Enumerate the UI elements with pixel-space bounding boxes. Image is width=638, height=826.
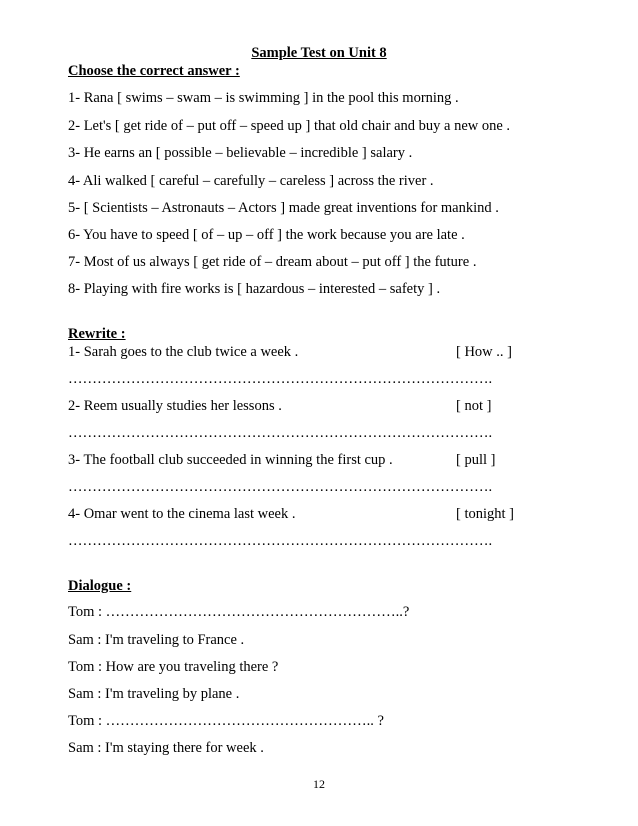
page-title: Sample Test on Unit 8 [251,45,387,61]
choose-item-4: 4- Ali walked [ careful – carefully – careless ] across the river . [68,173,434,189]
choose-item-1: 1- Rana [ swims – swam – is swimming ] in the pool this morning . [68,90,459,106]
rewrite-sentence-3: 3- The football club succeeded in winning the first cup . [68,452,393,468]
rewrite-hint-2: [ not ] [456,398,492,414]
dialogue-line-1[interactable]: Tom : ……………………………………………………..? [68,604,410,620]
dialogue-line-3: Tom : How are you traveling there ? [68,659,279,675]
page-number: 12 [313,777,325,791]
dialogue-line-2: Sam : I'm traveling to France . [68,632,245,648]
choose-item-7: 7- Most of us always [ get ride of – dream about – put off ] the future . [68,254,477,270]
choose-item-8: 8- Playing with fire works is [ hazardous – interested – safety ] . [68,281,441,297]
choose-heading: Choose the correct answer : [68,63,240,79]
dialogue-line-6: Sam : I'm staying there for week . [68,740,264,756]
rewrite-blank-1[interactable]: ……………………………………………………………………………. [68,371,493,387]
rewrite-hint-1: [ How .. ] [456,344,512,360]
choose-item-5: 5- [ Scientists – Astronauts – Actors ] made great inventions for mankind . [68,200,499,216]
rewrite-sentence-1: 1- Sarah goes to the club twice a week . [68,344,299,360]
rewrite-sentence-2: 2- Reem usually studies her lessons . [68,398,282,414]
rewrite-sentence-4: 4- Omar went to the cinema last week . [68,506,296,522]
dialogue-heading: Dialogue : [68,578,132,594]
choose-item-3: 3- He earns an [ possible – believable – incredible ] salary . [68,145,413,161]
rewrite-hint-4: [ tonight ] [456,506,514,522]
dialogue-line-5[interactable]: Tom : ……………………………………………….. ? [68,713,384,729]
rewrite-blank-3[interactable]: ……………………………………………………………………………. [68,479,493,495]
rewrite-hint-3: [ pull ] [456,452,496,468]
choose-item-2: 2- Let's [ get ride of – put off – speed up ] that old chair and buy a new one . [68,118,511,134]
rewrite-blank-4[interactable]: ……………………………………………………………………………. [68,533,493,549]
dialogue-line-4: Sam : I'm traveling by plane . [68,686,240,702]
rewrite-heading: Rewrite : [68,326,126,342]
rewrite-blank-2[interactable]: ……………………………………………………………………………. [68,425,493,441]
choose-item-6: 6- You have to speed [ of – up – off ] the work because you are late . [68,227,465,243]
